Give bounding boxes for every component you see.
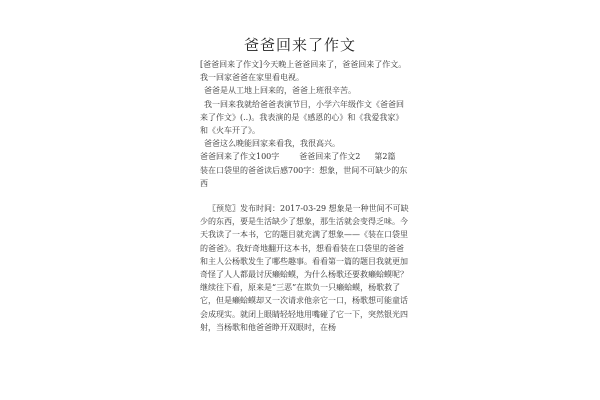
page-title: 爸爸回来了作文 [243,36,356,54]
paragraph-4: 爸爸这么晚能回家来看我，我很高兴。 [204,139,340,149]
paragraph-2: 爸爸是从工地上回来的，爸爸上班很辛苦。 [204,86,356,96]
paragraph-1: [爸爸回来了作文]今天晚上爸爸回来了，爸爸回来了作文。我一回家爸爸在家里看电视。 [200,60,407,83]
paragraph-3: 我一回来我就给爸爸表演节目，小学六年级作文《爸爸回来了作文》(..)。我表演的是《感恩的心》和《我爱我家》和《火车开了》。 [200,99,404,136]
spacer [200,190,410,202]
article-body [200,58,410,334]
paragraph-5: 装在口袋里的爸爸读后感700字：想象，世间不可缺少的东西 [200,165,408,188]
related-link-2[interactable]: 爸爸回来了作文2 [299,152,361,162]
related-articles-row [200,150,410,163]
article-index-label: 第2篇 [374,152,396,162]
paragraph-6: 〖预览〗发布时间：2017-03-29 想象是一种世间不可缺少的东西，要是生活缺少了想象，那生活就会变得乏味。今天我读了一本书，它的题目就充满了想象——《装在口袋里的爸爸》。我好奇地翻开这本书，想看看装在口袋里的爸爸和主人公杨歌发生了哪些趣事。看看第一篇的题目我就更加奇怪了人人都最讨厌癞蛤蟆，为什么杨歌还要救癞蛤蟆呢？继续往下看，原来是“三恶”在欺负一只癞蛤蟆，杨歌救了它，但是癞蛤蟆却又一次请求他亲它一口，杨歌想可能童话会成现实。就闭上眼睛轻轻地用嘴碰了它一下，突然银光四射，当杨歌和他爸爸睁开双眼时，在杨 [200,204,409,332]
related-link-100[interactable]: 爸爸回来了作文100字 [200,152,280,162]
